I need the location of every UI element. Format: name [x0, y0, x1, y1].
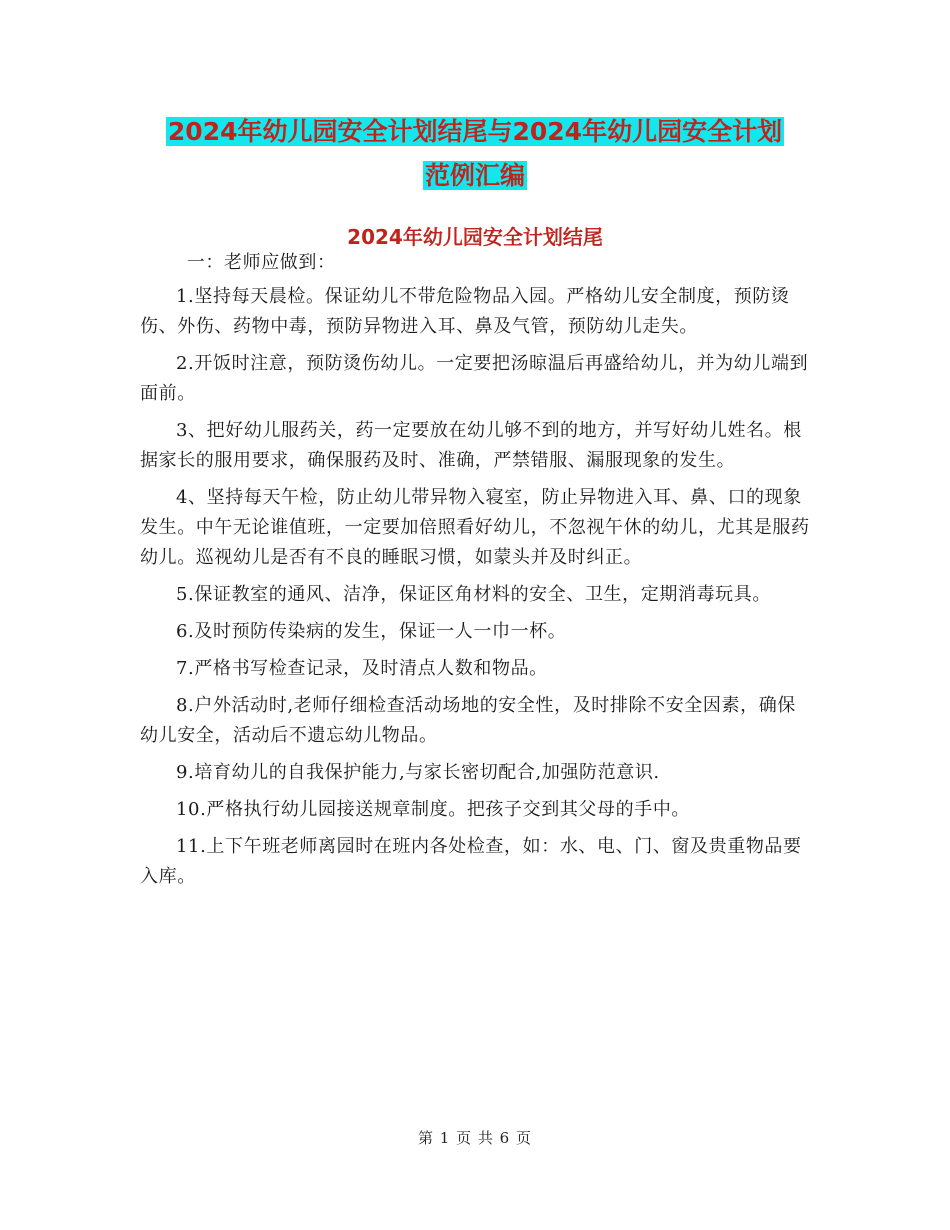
- paragraph-8: 8.户外活动时,老师仔细检查活动场地的安全性，及时排除不安全因素，确保幼儿安全，活动后不遗忘幼儿物品。: [140, 695, 796, 746]
- paragraph-5: 5.保证教室的通风、洁净，保证区角材料的安全、卫生，定期消毒玩具。: [176, 584, 771, 605]
- paragraph-4: 4、坚持每天午检，防止幼儿带异物入寝室，防止异物进入耳、鼻、口的现象发生。中午无论谁值班，一定要加倍照看好幼儿，不忽视午休的幼儿，尤其是服药幼儿。巡视幼儿是否有不良的睡眠习惯，如蒙头并及时纠正。: [140, 487, 810, 568]
- paragraph-10: 10.严格执行幼儿园接送规章制度。把孩子交到其父母的手中。: [176, 799, 691, 820]
- paragraph-3: 3、把好幼儿服药关，药一定要放在幼儿够不到的地方，并写好幼儿姓名。根据家长的服用要求，确保服药及时、准确，严禁错服、漏服现象的发生。: [140, 420, 802, 471]
- paragraph-11: 11.上下午班老师离园时在班内各处检查，如：水、电、门、窗及贵重物品要入库。: [140, 836, 802, 887]
- paragraph-6: 6.及时预防传染病的发生，保证一人一巾一杯。: [176, 621, 567, 642]
- paragraph-9: 9.培育幼儿的自我保护能力,与家长密切配合,加强防范意识.: [176, 762, 660, 783]
- paragraph-2: 2.开饭时注意，预防烫伤幼儿。一定要把汤晾温后再盛给幼儿，并为幼儿端到面前。: [140, 353, 809, 404]
- document-title: [140, 110, 810, 198]
- lead-paragraph: 一：老师应做到：: [186, 252, 336, 273]
- document-body: [140, 252, 810, 899]
- paragraph-1: 1.坚持每天晨检。保证幼儿不带危险物品入园。严格幼儿安全制度，预防烫伤、外伤、药物中毒，预防异物进入耳、鼻及气管，预防幼儿走失。: [140, 286, 790, 337]
- document-title-line1: 2024年幼儿园安全计划结尾与2024年幼儿园安全计划: [167, 117, 783, 146]
- section-title: 2024年幼儿园安全计划结尾: [347, 225, 603, 249]
- document-title-line2: 范例汇编: [424, 161, 525, 190]
- page-number-footer: 第 1 页 共 6 页: [418, 1129, 532, 1147]
- paragraph-7: 7.严格书写检查记录，及时清点人数和物品。: [176, 658, 548, 679]
